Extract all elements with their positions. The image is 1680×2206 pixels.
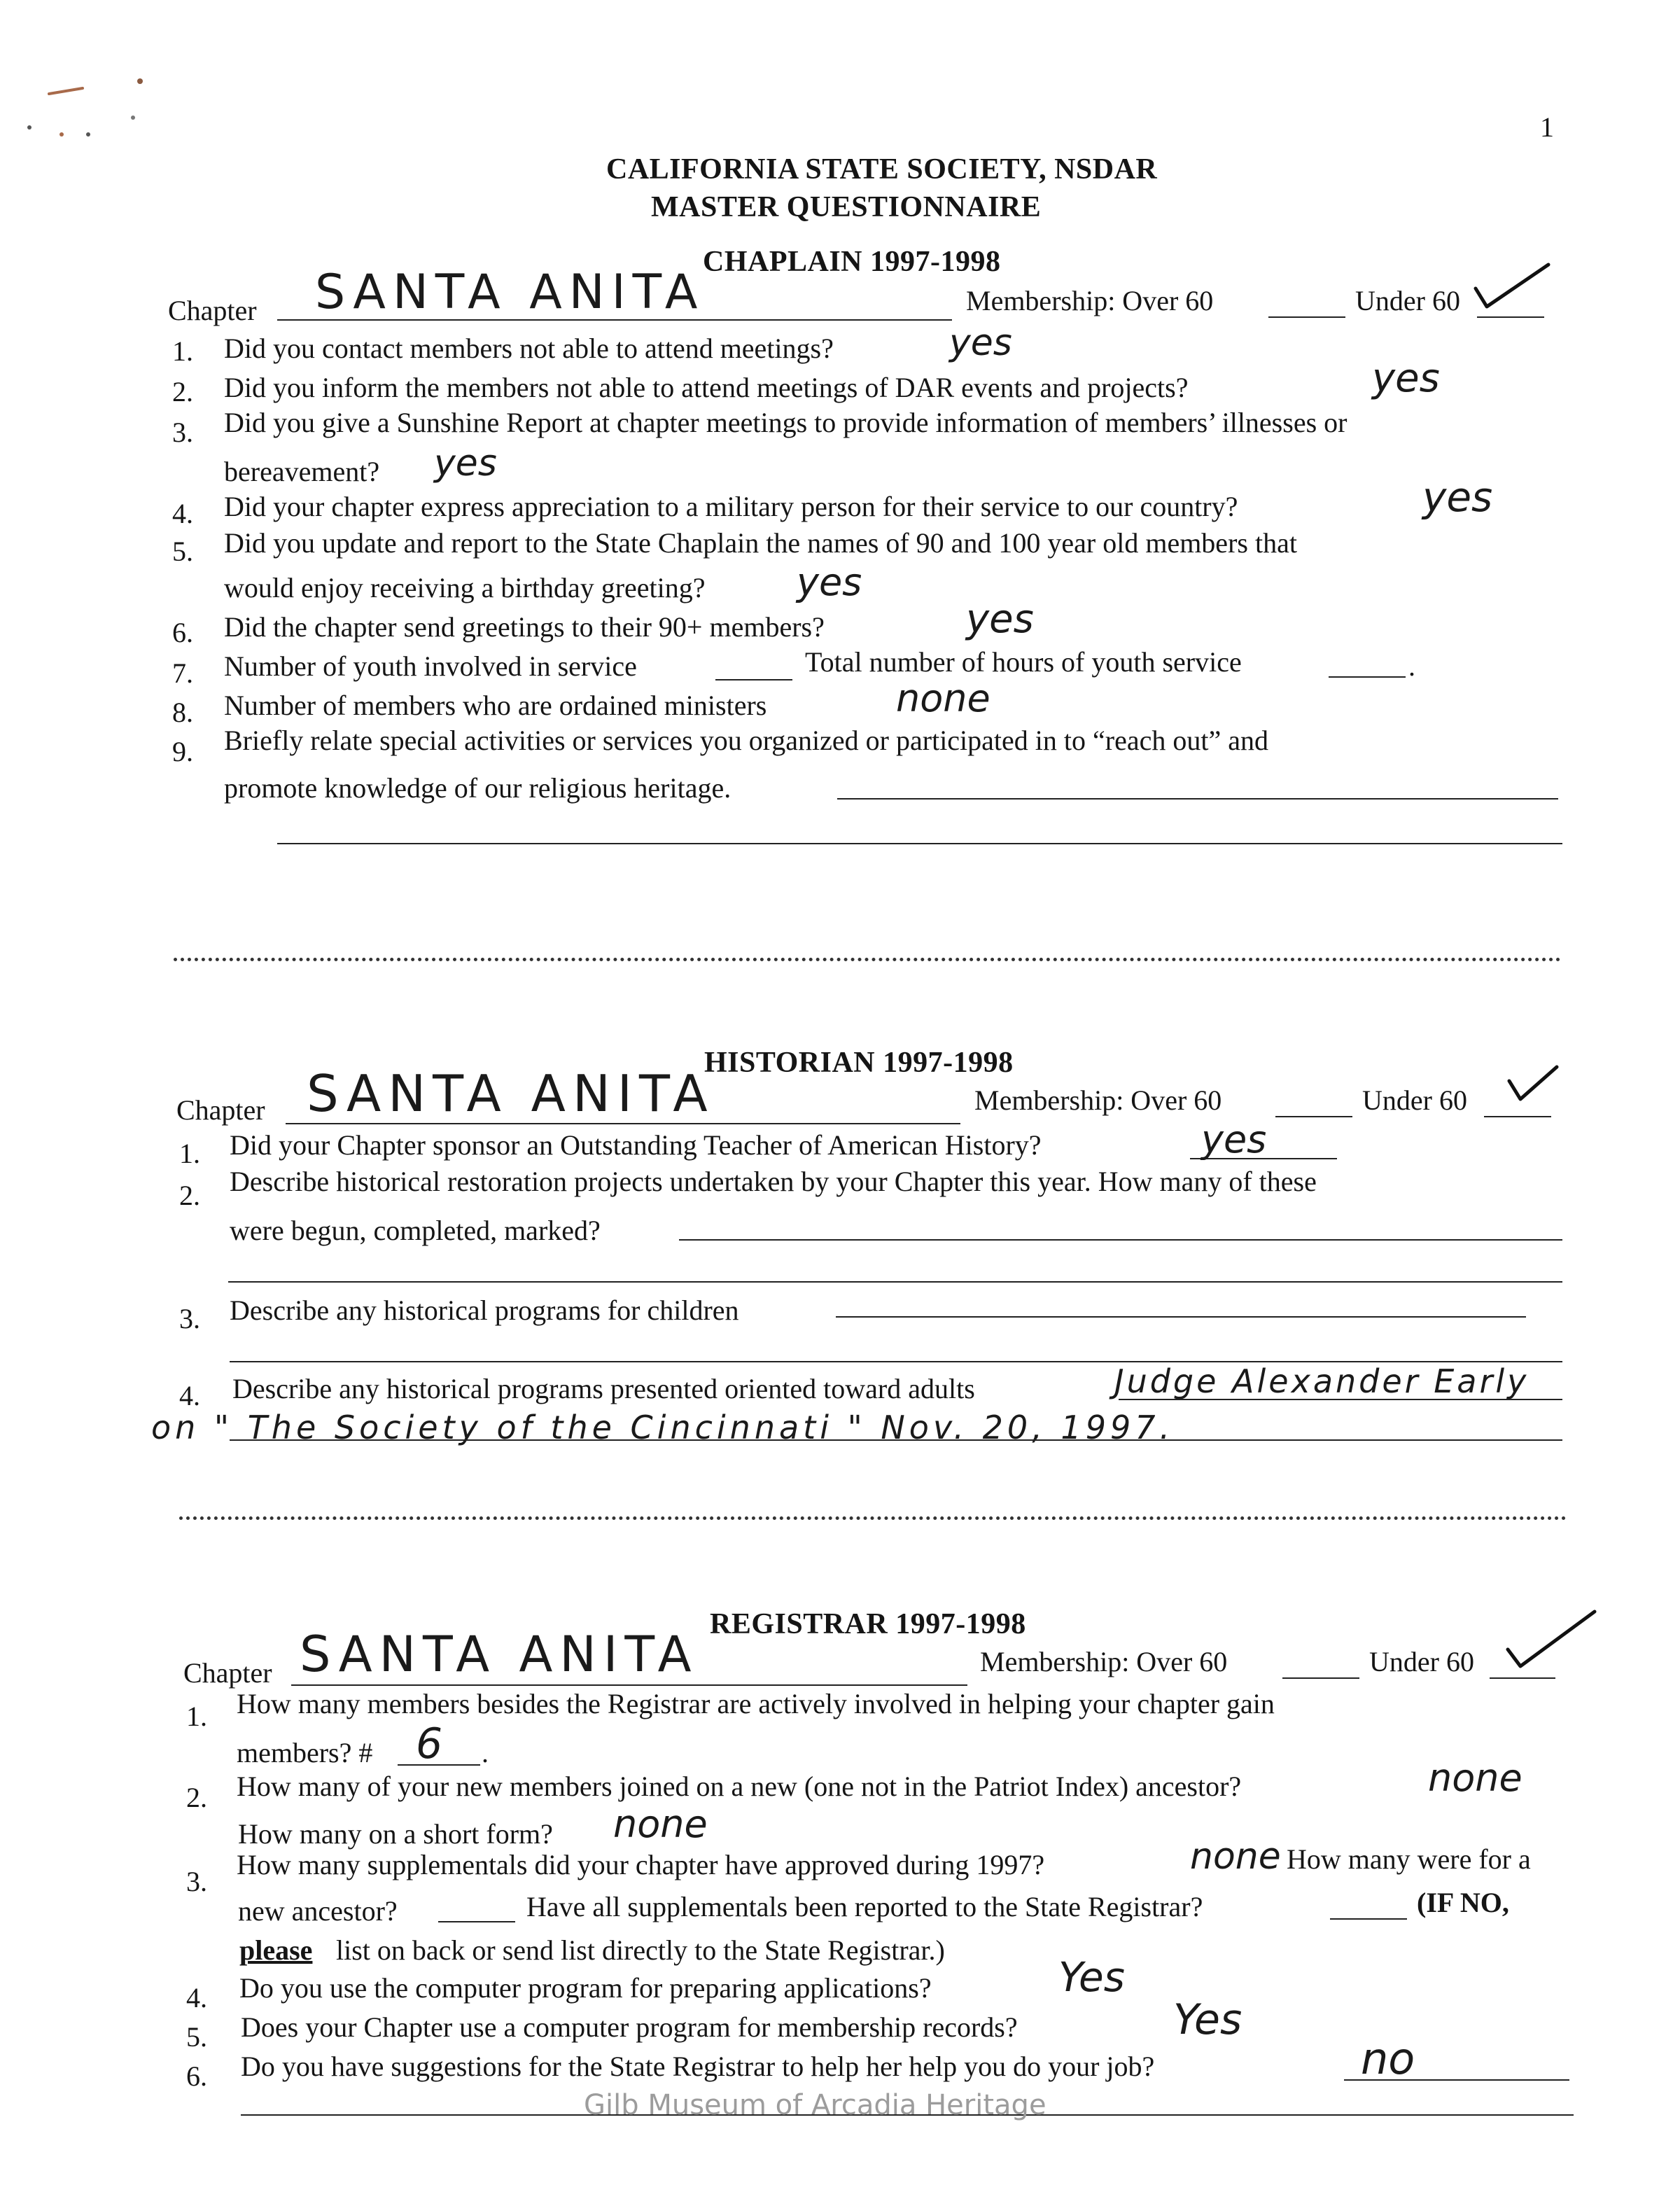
chaplain-over60-line xyxy=(1268,316,1345,318)
chaplain-q2-text: Did you inform the members not able to attend meetings of DAR events and projects? xyxy=(224,372,1189,403)
historian-q1-answer: yes xyxy=(1201,1117,1267,1161)
registrar-q3-text-c: new ancestor? xyxy=(238,1895,398,1927)
registrar-q3-text-e: (IF NO, xyxy=(1417,1887,1509,1918)
historian-under60-checkmark xyxy=(1505,1064,1561,1106)
registrar-q6-number: 6. xyxy=(186,2060,207,2092)
registrar-under60-checkmark xyxy=(1502,1607,1600,1677)
page-number: 1 xyxy=(1540,111,1554,143)
chaplain-q4-text: Did your chapter express appreciation to a military person for their service to our country? xyxy=(224,491,1238,522)
historian-title: HISTORIAN 1997-1998 xyxy=(704,1047,1014,1079)
chaplain-q5-text-cont: would enjoy receiving a birthday greeting? xyxy=(224,572,706,603)
chaplain-q7-hours-text: Total number of hours of youth service xyxy=(805,646,1242,678)
historian-membership-label: Membership: Over 60 xyxy=(974,1084,1222,1116)
registrar-under60-line xyxy=(1490,1677,1555,1679)
header-society: CALIFORNIA STATE SOCIETY, NSDAR xyxy=(606,153,1158,186)
chaplain-q1-number: 1. xyxy=(172,335,193,367)
registrar-q4-number: 4. xyxy=(186,1982,207,2013)
chaplain-chapter-label: Chapter xyxy=(168,295,257,326)
chaplain-q3-number: 3. xyxy=(172,417,193,448)
historian-q3-number: 3. xyxy=(179,1303,200,1334)
header-questionnaire: MASTER QUESTIONNAIRE xyxy=(651,191,1042,223)
registrar-q3-answer: none xyxy=(1190,1836,1281,1878)
chaplain-q7-text: Number of youth involved in service xyxy=(224,650,637,682)
historian-q1-text: Did your Chapter sponsor an Outstanding Teacher of American History? xyxy=(230,1129,1042,1161)
chaplain-q2-number: 2. xyxy=(172,376,193,407)
chaplain-q8-answer: none xyxy=(896,676,990,720)
registrar-chapter-value: SANTA ANITA xyxy=(300,1626,699,1683)
historian-chapter-label: Chapter xyxy=(176,1094,265,1126)
section-divider-2 xyxy=(179,1516,1567,1520)
chaplain-q7-hours-line xyxy=(1329,676,1406,678)
chaplain-q3-answer: yes xyxy=(434,442,497,484)
chaplain-q9-text-cont: promote knowledge of our religious heritage. xyxy=(224,772,732,804)
watermark: Gilb Museum of Arcadia Heritage xyxy=(584,2089,1046,2121)
registrar-q5-text: Does your Chapter use a computer program for membership records? xyxy=(241,2011,1018,2043)
chaplain-q3-text-cont: bereavement? xyxy=(224,456,380,487)
chaplain-q4-answer: yes xyxy=(1422,473,1493,521)
registrar-q6-text: Do you have suggestions for the State Registrar to help her help you do your job? xyxy=(241,2051,1155,2082)
chaplain-q4-number: 4. xyxy=(172,498,193,529)
registrar-q5-number: 5. xyxy=(186,2021,207,2053)
chaplain-q9-answer-line xyxy=(837,798,1558,800)
historian-under60-line xyxy=(1484,1116,1551,1117)
registrar-q4-text: Do you use the computer program for preparing applications? xyxy=(239,1972,932,2004)
registrar-q1-answer: 6 xyxy=(416,1719,443,1768)
historian-q2-text: Describe historical restoration projects undertaken by your Chapter this year. How many of these xyxy=(230,1166,1317,1197)
historian-q3-text: Describe any historical programs for children xyxy=(230,1294,739,1326)
chaplain-q6-answer: yes xyxy=(966,596,1034,642)
registrar-membership-label: Membership: Over 60 xyxy=(980,1646,1228,1677)
historian-q2-answer-line xyxy=(679,1239,1562,1241)
registrar-chapter-label: Chapter xyxy=(183,1657,272,1689)
registrar-q3-reported-line xyxy=(1330,1918,1407,1920)
historian-q4-text: Describe any historical programs presented oriented toward adults xyxy=(232,1373,975,1404)
historian-q2-answer-line-2 xyxy=(228,1281,1562,1283)
registrar-q3-please: please xyxy=(239,1934,313,1966)
chaplain-q6-number: 6. xyxy=(172,617,193,648)
historian-q2-number: 2. xyxy=(179,1180,200,1211)
chaplain-q9-answer-line-2 xyxy=(277,843,1562,844)
chaplain-q5-text: Did you update and report to the State Chaplain the names of 90 and 100 year old members that xyxy=(224,527,1297,559)
chaplain-q8-text: Number of members who are ordained ministers xyxy=(224,690,767,721)
chaplain-q9-number: 9. xyxy=(172,736,193,767)
chaplain-under60-checkmark xyxy=(1470,260,1554,315)
registrar-q5-answer: Yes xyxy=(1173,1995,1242,2044)
chaplain-q3-text: Did you give a Sunshine Report at chapter meetings to provide information of members’ illnesses or xyxy=(224,407,1348,438)
historian-q4-answer-line-2 xyxy=(230,1439,1562,1441)
registrar-q2-number: 2. xyxy=(186,1782,207,1813)
historian-q4-answer-line xyxy=(1119,1399,1562,1400)
chaplain-q7-youth-line xyxy=(715,679,792,680)
registrar-q1-text-cont: members? # xyxy=(237,1737,373,1768)
registrar-over60-line xyxy=(1282,1677,1359,1679)
historian-q3-answer-line xyxy=(836,1316,1526,1318)
chaplain-membership-label: Membership: Over 60 xyxy=(966,285,1214,316)
registrar-q3-text: How many supplementals did your chapter have approved during 1997? xyxy=(237,1849,1045,1880)
chaplain-title: CHAPLAIN 1997-1998 xyxy=(703,246,1001,278)
chaplain-q5-answer: yes xyxy=(797,560,862,604)
registrar-q1-text: How many members besides the Registrar are actively involved in helping your chapter gain xyxy=(237,1688,1275,1719)
scan-specks xyxy=(21,67,161,144)
chaplain-q6-text: Did the chapter send greetings to their 90+ members? xyxy=(224,611,825,643)
registrar-q3-new-ancestor-line xyxy=(438,1921,515,1922)
historian-chapter-value: SANTA ANITA xyxy=(307,1064,715,1123)
historian-chapter-line xyxy=(286,1123,960,1124)
registrar-q3-text-b: How many were for a xyxy=(1287,1843,1531,1875)
section-divider-1 xyxy=(174,958,1561,961)
historian-q1-number: 1. xyxy=(179,1138,200,1169)
registrar-q3-text-g: list on back or send list directly to the State Registrar.) xyxy=(336,1934,945,1966)
chaplain-q1-answer: yes xyxy=(949,322,1012,364)
chaplain-chapter-value: SANTA ANITA xyxy=(315,265,705,320)
chaplain-q9-text: Briefly relate special activities or services you organized or participated in to “reach out” and xyxy=(224,725,1268,756)
registrar-chapter-line xyxy=(291,1684,967,1686)
chaplain-q7-period: . xyxy=(1408,650,1415,682)
chaplain-q8-number: 8. xyxy=(172,697,193,728)
historian-under60-label: Under 60 xyxy=(1362,1084,1467,1116)
chaplain-q5-number: 5. xyxy=(172,536,193,567)
registrar-q2-answer: none xyxy=(1428,1756,1522,1800)
historian-q4-number: 4. xyxy=(179,1380,200,1411)
registrar-q2-answer-2: none xyxy=(613,1802,708,1846)
registrar-q3-number: 3. xyxy=(186,1866,207,1897)
chaplain-q1-text: Did you contact members not able to attend meetings? xyxy=(224,333,834,364)
historian-over60-line xyxy=(1275,1116,1352,1117)
registrar-under60-label: Under 60 xyxy=(1369,1646,1474,1677)
historian-q2-text-cont: were begun, completed, marked? xyxy=(230,1215,601,1246)
chaplain-under60-label: Under 60 xyxy=(1355,285,1460,316)
historian-q4-answer: Judge Alexander Early xyxy=(1114,1362,1530,1400)
chaplain-under60-line xyxy=(1477,316,1544,318)
registrar-q3-text-d: Have all supplementals been reported to the State Registrar? xyxy=(526,1891,1203,1922)
registrar-title: REGISTRAR 1997-1998 xyxy=(710,1608,1026,1640)
chaplain-q2-answer: yes xyxy=(1372,356,1440,401)
registrar-q2-text: How many of your new members joined on a new (one not in the Patriot Index) ancestor? xyxy=(237,1771,1242,1802)
historian-q4-answer-cont: on " The Society of the Cincinnati " Nov. 20, 1997. xyxy=(151,1409,1175,1446)
registrar-q1-period: . xyxy=(482,1737,489,1768)
chaplain-q7-number: 7. xyxy=(172,657,193,689)
registrar-q1-number: 1. xyxy=(186,1701,207,1732)
registrar-q4-answer: Yes xyxy=(1058,1953,1125,2001)
registrar-q2-text-cont: How many on a short form? xyxy=(238,1818,553,1850)
registrar-q6-answer: no xyxy=(1361,2033,1415,2084)
